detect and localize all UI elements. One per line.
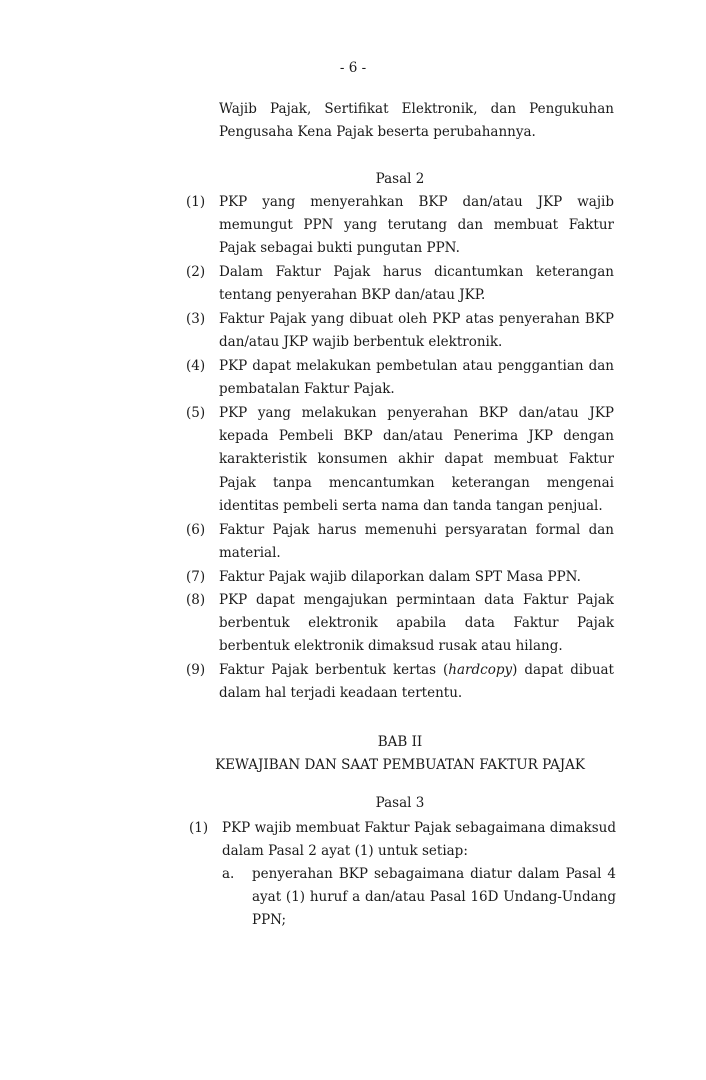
- pasal-3-subitem-a: [222, 863, 616, 933]
- subitem-label: a.: [222, 866, 235, 882]
- item-number: (8): [186, 592, 206, 608]
- pasal-2-item-6: [186, 519, 614, 565]
- item-number: (1): [189, 820, 209, 836]
- pasal-2-item-3: [186, 308, 614, 354]
- bab-number: BAB II: [377, 734, 423, 750]
- item-number: (6): [186, 522, 206, 538]
- item-text: [219, 659, 614, 705]
- item-number: (4): [186, 358, 206, 374]
- item-text: Faktur Pajak yang dibuat oleh PKP atas penyerahan BKP dan/atau JKP wajib berbentuk elektronik.: [219, 311, 614, 351]
- item-text: PKP wajib membuat Faktur Pajak sebagaimana dimaksud dalam Pasal 2 ayat (1) untuk setiap:: [222, 820, 616, 860]
- item-text-after: ) dapat dibuat dalam hal terjadi keadaan tertentu.: [219, 662, 614, 702]
- item-text: PKP yang menyerahkan BKP dan/atau JKP wajib memungut PPN yang terutang dan membuat Faktur Pajak sebagai bukti pungutan PPN.: [219, 194, 614, 257]
- pasal-2-heading: Pasal 2: [375, 171, 425, 187]
- pasal-2-item-8: [186, 589, 614, 659]
- item-text-before: Faktur Pajak berbentuk kertas (: [219, 662, 449, 678]
- item-number: (7): [186, 569, 206, 585]
- item-number: (1): [186, 194, 206, 210]
- intro-paragraph: Wajib Pajak, Sertifikat Elektronik, dan Pengukuhan Pengusaha Kena Pajak beserta perubahannya.: [219, 101, 614, 141]
- pasal-2-item-1: [186, 191, 614, 261]
- item-number: (3): [186, 311, 206, 327]
- pasal-3-item-1: [189, 817, 616, 863]
- pasal-2-item-7: [186, 566, 614, 589]
- item-text: Faktur Pajak wajib dilaporkan dalam SPT Masa PPN.: [219, 569, 581, 585]
- pasal-2-item-5: [186, 402, 614, 518]
- item-number: (9): [186, 662, 206, 678]
- pasal-2-item-9: [186, 659, 614, 705]
- item-text: PKP yang melakukan penyerahan BKP dan/atau JKP kepada Pembeli BKP dan/atau Penerima JKP dengan karakteristik konsumen akhir dapat membuat Faktur Pajak tanpa mencantumkan keterangan mengenai identitas pembeli serta nama dan tanda tangan penjual.: [219, 405, 614, 514]
- item-text: PKP dapat melakukan pembetulan atau penggantian dan pembatalan Faktur Pajak.: [219, 358, 614, 398]
- item-text-italic: hardcopy: [448, 662, 513, 678]
- page-number: - 6 -: [339, 60, 367, 76]
- subitem-text: penyerahan BKP sebagaimana diatur dalam Pasal 4 ayat (1) huruf a dan/atau Pasal 16D Undang-Undang PPN;: [252, 866, 616, 929]
- item-number: (2): [186, 264, 206, 280]
- bab-title: KEWAJIBAN DAN SAAT PEMBUATAN FAKTUR PAJAK: [215, 757, 585, 773]
- item-number: (5): [186, 405, 206, 421]
- pasal-2-item-2: [186, 261, 614, 307]
- item-text: Faktur Pajak harus memenuhi persyaratan formal dan material.: [219, 522, 614, 562]
- item-text: Dalam Faktur Pajak harus dicantumkan keterangan tentang penyerahan BKP dan/atau JKP.: [219, 264, 614, 304]
- pasal-3-heading: Pasal 3: [375, 795, 425, 811]
- pasal-2-item-4: [186, 355, 614, 401]
- item-text: PKP dapat mengajukan permintaan data Faktur Pajak berbentuk elektronik apabila data Faktur Pajak berbentuk elektronik dimaksud rusak atau hilang.: [219, 592, 614, 655]
